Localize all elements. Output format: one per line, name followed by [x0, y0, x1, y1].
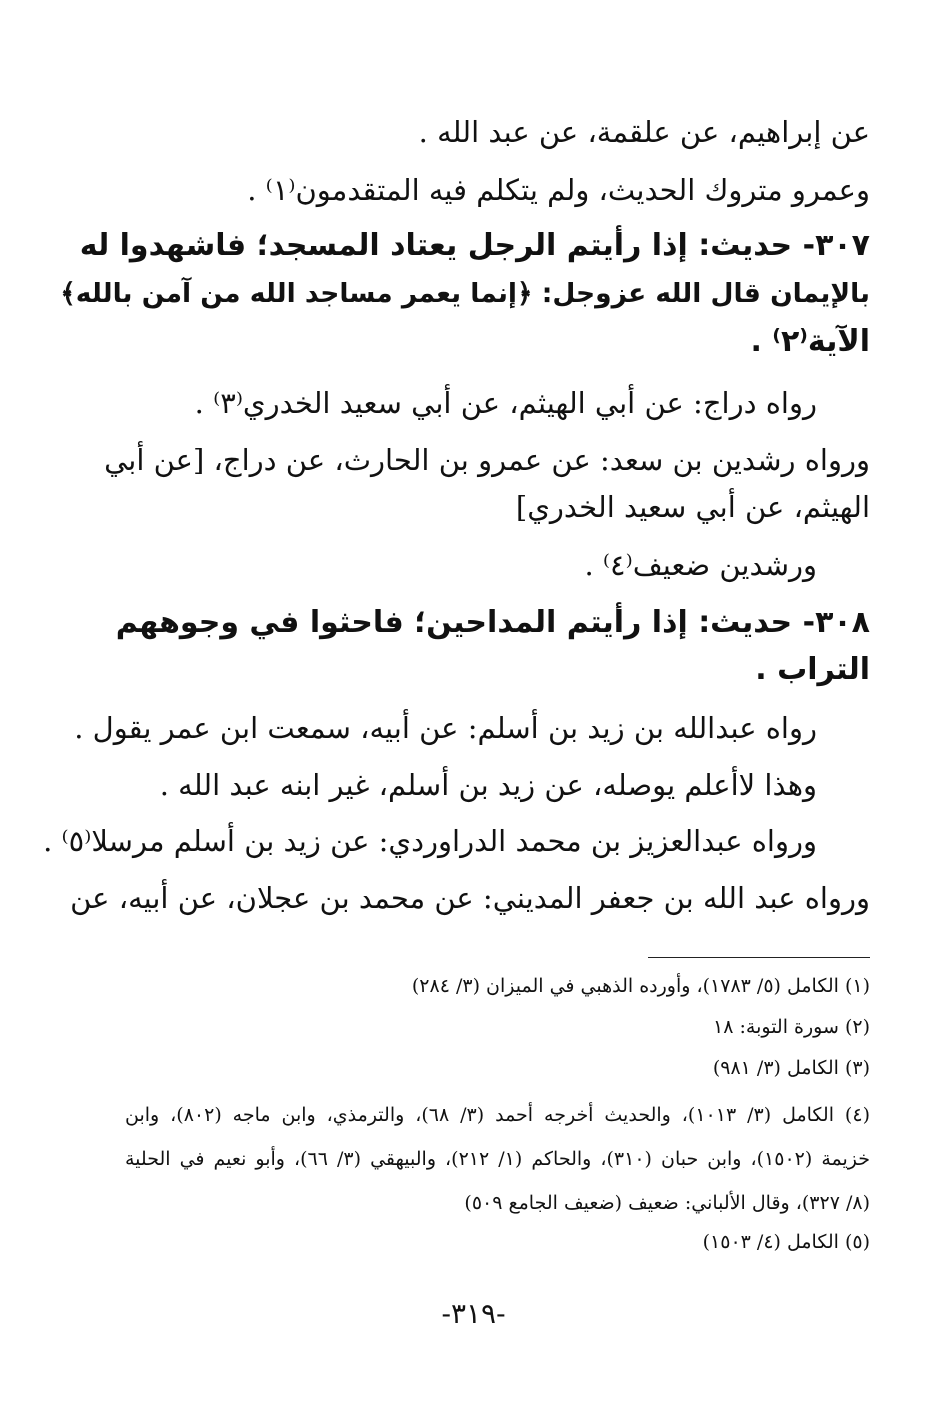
- footnote: (٣) الكامل (٣/ ٩٨١): [712, 1057, 870, 1079]
- footnote: (١) الكامل (٥/ ١٧٨٣)، وأورده الذهبي في الميزان (٣/ ٢٨٤): [411, 975, 870, 997]
- text-line: عن إبراهيم، عن علقمة، عن عبد الله .: [418, 115, 870, 149]
- page-number: -٣١٩-: [441, 1297, 506, 1330]
- text-line: وهذا لاأعلم يوصله، عن زيد بن أسلم، غير ابنه عبد الله .: [159, 768, 817, 802]
- text-line: رواه عبدالله بن زيد بن أسلم: عن أبيه، سمعت ابن عمر يقول .: [74, 711, 817, 745]
- footnote-continuation: خزيمة (١٥٠٢)، وابن حبان (٣١٠)، والحاكم (١/ ٢١٢)، والبيهقي (٣/ ٦٦)، وأبو نعيم في الحلية: [125, 1148, 871, 1170]
- text-line: ورواه عبد الله بن جعفر المديني: عن محمد بن عجلان، عن أبيه، عن: [70, 881, 870, 915]
- hadith-heading-307-end: الآية⁽٢⁾ .: [750, 324, 870, 359]
- text-line: ورواه عبدالعزيز بن محمد الدراوردي: عن زيد بن أسلم مرسلا⁽٥⁾ .: [43, 824, 817, 858]
- footnote-continuation: (٨/ ٣٢٧)، وقال الألباني: ضعيف (ضعيف الجامع ٥٠٩): [464, 1192, 870, 1214]
- hadith-heading-307-verse: بالإيمان قال الله عزوجل: ﴿إنما يعمر مساجد الله من آمن بالله﴾: [60, 278, 870, 309]
- text-line: ورشدين ضعيف⁽٤⁾ .: [584, 548, 817, 582]
- hadith-heading-308-end: التراب .: [755, 652, 870, 687]
- text-line: رواه دراج: عن أبي الهيثم، عن أبي سعيد الخدري⁽٣⁾ .: [194, 386, 817, 420]
- footnote: (٤) الكامل (٣/ ١٠١٣)، والحديث أخرجه أحمد (٣/ ٦٨)، والترمذي، وابن ماجه (٨٠٢)، وابن: [125, 1104, 870, 1126]
- hadith-heading-307: ٣٠٧- حديث: إذا رأيتم الرجل يعتاد المسجد؛ فاشهدوا له: [79, 228, 870, 263]
- hadith-heading-308: ٣٠٨- حديث: إذا رأيتم المداحين؛ فاحثوا في وجوههم: [115, 605, 870, 640]
- footnote-separator: [648, 957, 870, 958]
- text-line: ورواه رشدين بن سعد: عن عمرو بن الحارث، عن دراج، [عن أبي: [104, 443, 870, 477]
- footnote: (٥) الكامل (٤/ ١٥٠٣): [702, 1231, 870, 1253]
- text-line: الهيثم، عن أبي سعيد الخدري]: [515, 490, 870, 524]
- footnote: (٢) سورة التوبة: ١٨: [713, 1016, 870, 1038]
- text-line: وعمرو متروك الحديث، ولم يتكلم فيه المتقدمون⁽١⁾ .: [247, 173, 870, 207]
